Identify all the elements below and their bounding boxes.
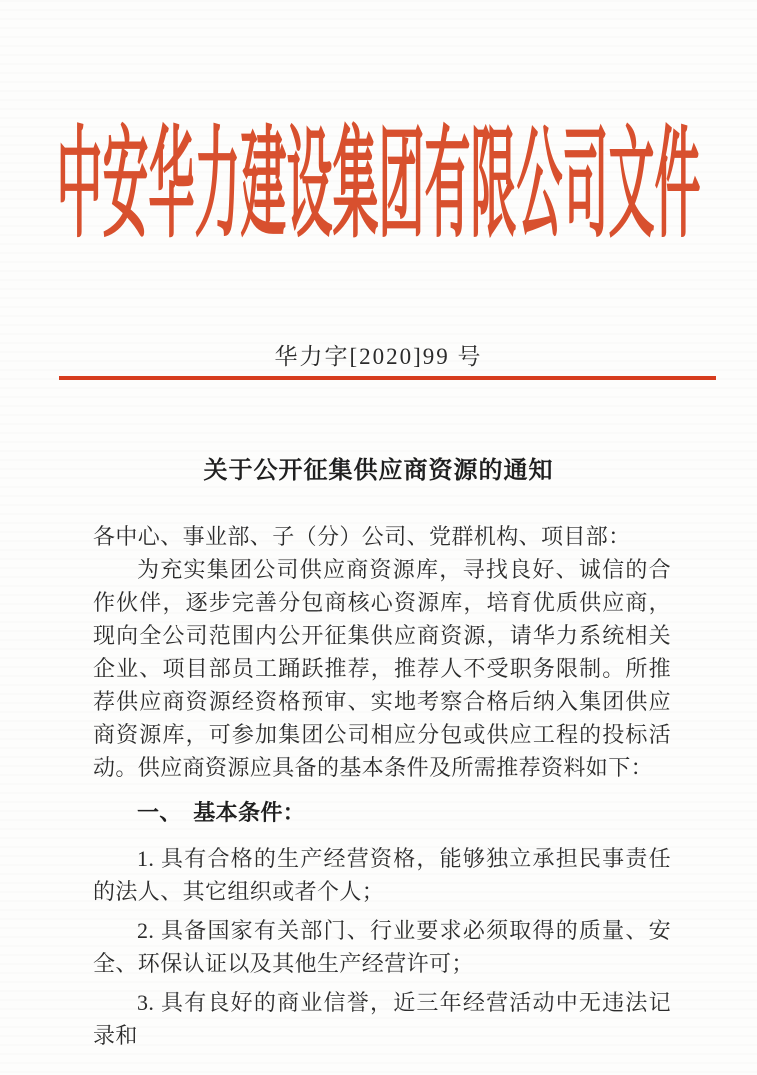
notice-title: 关于公开征集供应商资源的通知: [203, 458, 554, 484]
section-heading-basic-conditions: 一、 基本条件：: [137, 800, 306, 825]
salutation-line: 各中心、事业部、子（分）公司、党群机构、项目部：: [93, 524, 631, 549]
document-reference-number: 华力字[2020]99 号: [274, 344, 483, 369]
letterhead-divider-line: [59, 376, 716, 380]
letterhead-org-title: 中安华力建设集团有限公司文件: [56, 118, 701, 252]
condition-item-3-truncated: 3. 具有良好的商业信誉，近三年经营活动中无违法记录和: [93, 990, 671, 1048]
condition-item-1: 1. 具有合格的生产经营资格，能够独立承担民事责任的法人、其它组织或者个人；: [93, 846, 671, 904]
condition-item-2: 2. 具备国家有关部门、行业要求必须取得的质量、安全、环保认证以及其他生产经营许可；: [93, 918, 671, 976]
intro-paragraph: 为充实集团公司供应商资源库，寻找良好、诚信的合作伙伴，逐步完善分包商核心资源库，培育优质供应商，现向全公司范围内公开征集供应商资源，请华力系统相关企业、项目部员工踊跃推荐，推荐人不受职务限制。所推荐供应商资源经资格预审、实地考察合格后纳入集团供应商资源库，可参加集团公司相应分包或供应工程的投标活动。供应商资源应具备的基本条件及所需推荐资料如下：: [93, 557, 671, 780]
notice-body: [93, 520, 671, 1052]
